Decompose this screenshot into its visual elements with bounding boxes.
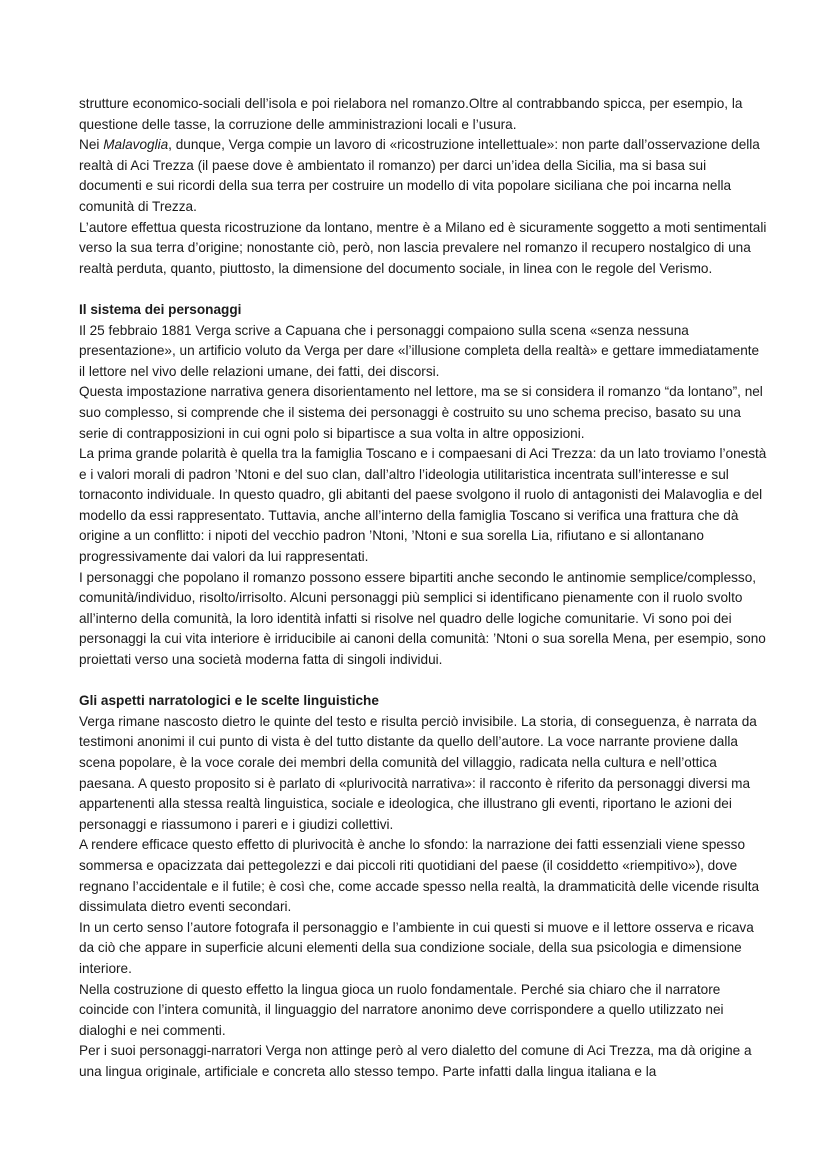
intro-paragraph-2-post: , dunque, Verga compie un lavoro di «ricostruzione intellettuale»: non parte dall’osservazione della realtà di Aci Trezza (il paese dove è ambientato il romanzo) per darci un’idea della Sicilia, ma si basa sui documenti e sui ricordi della sua terra per costruire un modello di vita popolare siciliana che poi incarna nella comunità di Trezza. <box>79 137 760 214</box>
spacer <box>79 671 768 692</box>
intro-paragraph-3: L’autore effettua questa ricostruzione da lontano, mentre è a Milano ed è sicuramente soggetto a moti sentimentali verso la sua terra d’origine; nonostante ciò, però, non lascia prevalere nel romanzo il recupero nostalgico di una realtà perduta, quanto, piuttosto, la dimensione del documento sociale, in linea con le regole del Verismo. <box>79 219 767 276</box>
narratologici-paragraph-3: In un certo senso l’autore fotografa il personaggio e l’ambiente in cui questi si muove e il lettore osserva e ricava da ciò che appare in superficie alcuni elementi della sua condizione sociale, della sua psicologia e dimensione interiore. <box>79 919 754 976</box>
narratologici-paragraph-2: A rendere efficace questo effetto di plurivocità è anche lo sfondo: la narrazione dei fatti essenziali viene spesso sommersa e opacizzata dai pettegolezzi e dai piccoli riti quotidiani del paese (il cosiddetto «riempitivo»), dove regnano l’accidentale e il futile; è così che, come accade spesso nella realtà, la drammaticità delle vicende risulta dissimulata dietro eventi secondari. <box>79 837 760 915</box>
novel-title: Malavoglia <box>103 137 169 153</box>
personaggi-paragraph-3: La prima grande polarità è quella tra la famiglia Toscano e i compaesani di Aci Trezza: da un lato troviamo l’onestà e i valori morali di padron ’Ntoni e del suo clan, dall’altro l’ideologia utilitaristica incentrata sull’interesse e sul tornaconto individuale. In questo quadro, gli abitanti del paese svolgono il ruolo di antagonisti dei Malavoglia e del modello da essi rappresentato. Tuttavia, anche all’interno della famiglia Toscano si verifica una frattura che dà origine a un conflitto: i nipoti del vecchio padron ’Ntoni, ’Ntoni e sua sorella Lia, rifiutano e si allontanano progressivamente dai valori da lui rappresentati. <box>79 446 767 565</box>
personaggi-paragraph-1: Il 25 febbraio 1881 Verga scrive a Capuana che i personaggi compaiono sulla scena «senza nessuna presentazione», un artificio voluto da Verga per dare «l’illusione completa della realtà» e gettare immediatamente il lettore nel vivo delle relazioni umane, dei fatti, dei discorsi. <box>79 322 760 379</box>
spacer <box>79 279 768 300</box>
narratologici-paragraph-1: Verga rimane nascosto dietro le quinte del testo e risulta perciò invisibile. La storia, di conseguenza, è narrata da testimoni anonimi il cui punto di vista è del tutto distante da quello dell’autore. La voce narrante proviene dalla scena popolare, è la voce corale dei membri della comunità del villaggio, radicata nella cultura e nell’ottica paesana. A questo proposito si è parlato di «plurivocità narrativa»: il racconto è riferito da personaggi diversi ma appartenenti alla stessa realtà linguistica, sociale e ideologica, che illustrano gli eventi, riportano le azioni dei personaggi e riassumono i pareri e i giudizi collettivi. <box>79 713 757 832</box>
section-heading-personaggi: Il sistema dei personaggi <box>79 301 242 317</box>
personaggi-paragraph-2: Questa impostazione narrativa genera disorientamento nel lettore, ma se si considera il romanzo “da lontano”, nel suo complesso, si comprende che il sistema dei personaggi è costruito su uno schema preciso, basato su una serie di contrapposizioni in cui ogni polo si bipartisce a sua volta in altre opposizioni. <box>79 384 763 441</box>
personaggi-paragraph-4: I personaggi che popolano il romanzo possono essere bipartiti anche secondo le antinomie semplice/complesso, comunità/individuo, risolto/irrisolto. Alcuni personaggi più semplici si identificano pienamente con il ruolo svolto all’interno della comunità, la loro identità infatti si risolve nel quadro delle logiche comunitarie. Vi sono poi dei personaggi la cui vita interiore è irriducibile ai canoni della comunità: ’Ntoni o sua sorella Mena, per esempio, sono proiettati verso una società moderna fatta di singoli individui. <box>79 569 766 668</box>
intro-paragraph-2-pre: Nei <box>79 137 104 153</box>
narratologici-paragraph-4: Nella costruzione di questo effetto la lingua gioca un ruolo fondamentale. Perché sia chiaro che il narratore coincide con l’intera comunità, il linguaggio del narratore anonimo deve corrispondere a quello utilizzato nei dialoghi e nei commenti. <box>79 981 724 1038</box>
intro-paragraph-2 <box>79 135 768 217</box>
narratologici-paragraph-5: Per i suoi personaggi-narratori Verga non attinge però al vero dialetto del comune di Aci Trezza, ma dà origine a una lingua originale, artificiale e concreta allo stesso tempo. Parte infatti dalla lingua italiana e la <box>79 1043 752 1079</box>
intro-paragraph-1: strutture economico-sociali dell’isola e poi rielabora nel romanzo.Oltre al contrabbando spicca, per esempio, la questione delle tasse, la corruzione delle amministrazioni locali e l’usura. <box>79 96 743 132</box>
section-heading-narratologici: Gli aspetti narratologici e le scelte linguistiche <box>79 693 379 709</box>
